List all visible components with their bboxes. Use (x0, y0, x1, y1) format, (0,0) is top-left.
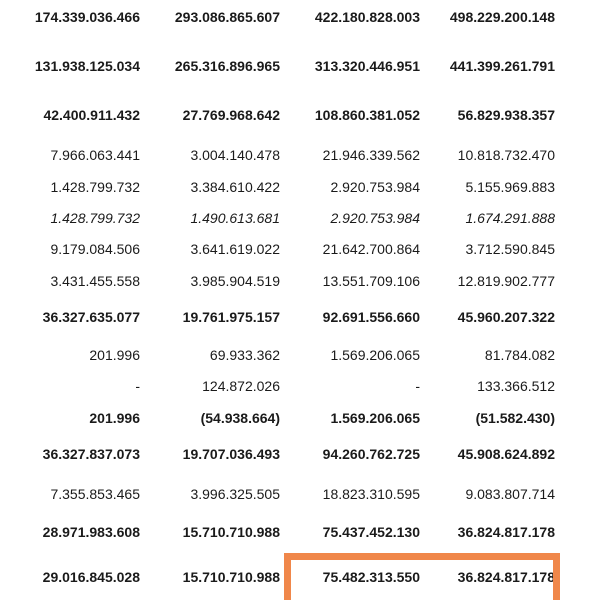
table-cell: 133.366.512 (477, 378, 555, 394)
table-cell: 422.180.828.003 (314, 9, 420, 25)
table-cell: 1.428.799.732 (50, 210, 140, 226)
table-cell: 45.960.207.322 (457, 309, 555, 325)
table-cell: 1.674.291.888 (465, 210, 555, 226)
table-cell: 1.569.206.065 (330, 410, 420, 426)
table-cell: 36.327.635.077 (42, 309, 140, 325)
table-cell: 19.707.036.493 (182, 446, 280, 462)
table-row (0, 206, 600, 230)
table-cell: 27.769.968.642 (182, 107, 280, 123)
table-row (0, 343, 600, 367)
table-row (0, 143, 600, 167)
table-cell: 174.339.036.466 (34, 9, 140, 25)
table-cell: 36.824.817.178 (457, 524, 555, 540)
table-cell: 10.818.732.470 (457, 147, 555, 163)
table-cell: 3.985.904.519 (190, 273, 280, 289)
table-cell: 28.971.983.608 (42, 524, 140, 540)
table-row (0, 54, 600, 78)
table-row (0, 374, 600, 398)
table-cell: 7.966.063.441 (50, 147, 140, 163)
table-cell: 75.437.452.130 (322, 524, 420, 540)
table-cell: 2.920.753.984 (330, 179, 420, 195)
table-cell: - (415, 378, 420, 394)
table-cell: 15.710.710.988 (182, 524, 280, 540)
table-row (0, 175, 600, 199)
table-cell: 92.691.556.660 (322, 309, 420, 325)
table-cell: 13.551.709.106 (322, 273, 420, 289)
table-cell: 56.829.938.357 (457, 107, 555, 123)
table-cell: 18.823.310.595 (322, 486, 420, 502)
table-cell: 29.016.845.028 (42, 569, 140, 585)
table-cell: 81.784.082 (484, 347, 555, 363)
table-cell: 9.179.084.506 (50, 241, 140, 257)
table-cell: 1.428.799.732 (50, 179, 140, 195)
table-cell: 3.996.325.505 (190, 486, 280, 502)
table-cell: 36.824.817.178 (457, 569, 555, 585)
table-cell: 201.996 (89, 347, 140, 363)
table-row (0, 482, 600, 506)
table-row (0, 406, 600, 430)
table-cell: 3.384.610.422 (190, 179, 280, 195)
table-cell: 108.860.381.052 (314, 107, 420, 123)
table-cell: 3.431.455.558 (50, 273, 140, 289)
table-cell: 124.872.026 (202, 378, 280, 394)
table-cell: 15.710.710.988 (182, 569, 280, 585)
table-cell: (51.582.430) (475, 410, 555, 426)
table-cell: 201.996 (89, 410, 140, 426)
table-cell: 7.355.853.465 (50, 486, 140, 502)
highlight-box (284, 553, 560, 600)
table-row (0, 520, 600, 544)
table-cell: 45.908.624.892 (457, 446, 555, 462)
table-cell: 75.482.313.550 (322, 569, 420, 585)
table-cell: 131.938.125.034 (34, 58, 140, 74)
table-row (0, 103, 600, 127)
table-cell: 1.490.613.681 (190, 210, 280, 226)
table-cell: 42.400.911.432 (43, 107, 140, 123)
table-row (0, 305, 600, 329)
table-cell: 498.229.200.148 (449, 9, 555, 25)
table-row (0, 269, 600, 293)
table-cell: 3.712.590.845 (465, 241, 555, 257)
table-cell: 9.083.807.714 (465, 486, 555, 502)
table-cell: 21.642.700.864 (322, 241, 420, 257)
table-cell: 19.761.975.157 (182, 309, 280, 325)
table-cell: 313.320.446.951 (314, 58, 420, 74)
table-cell: 69.933.362 (209, 347, 280, 363)
table-cell: 265.316.896.965 (174, 58, 280, 74)
table-cell: 293.086.865.607 (174, 9, 280, 25)
table-row (0, 442, 600, 466)
table-cell: (54.938.664) (200, 410, 280, 426)
table-cell: 94.260.762.725 (322, 446, 420, 462)
table-cell: 12.819.902.777 (457, 273, 555, 289)
table-cell: 3.004.140.478 (190, 147, 280, 163)
table-cell: 1.569.206.065 (330, 347, 420, 363)
table-row (0, 5, 600, 29)
table-cell: 441.399.261.791 (449, 58, 555, 74)
table-cell: 21.946.339.562 (322, 147, 420, 163)
table-row (0, 237, 600, 261)
table-cell: 2.920.753.984 (330, 210, 420, 226)
table-cell: 36.327.837.073 (42, 446, 140, 462)
table-cell: 3.641.619.022 (190, 241, 280, 257)
table-cell: - (135, 378, 140, 394)
table-cell: 5.155.969.883 (465, 179, 555, 195)
